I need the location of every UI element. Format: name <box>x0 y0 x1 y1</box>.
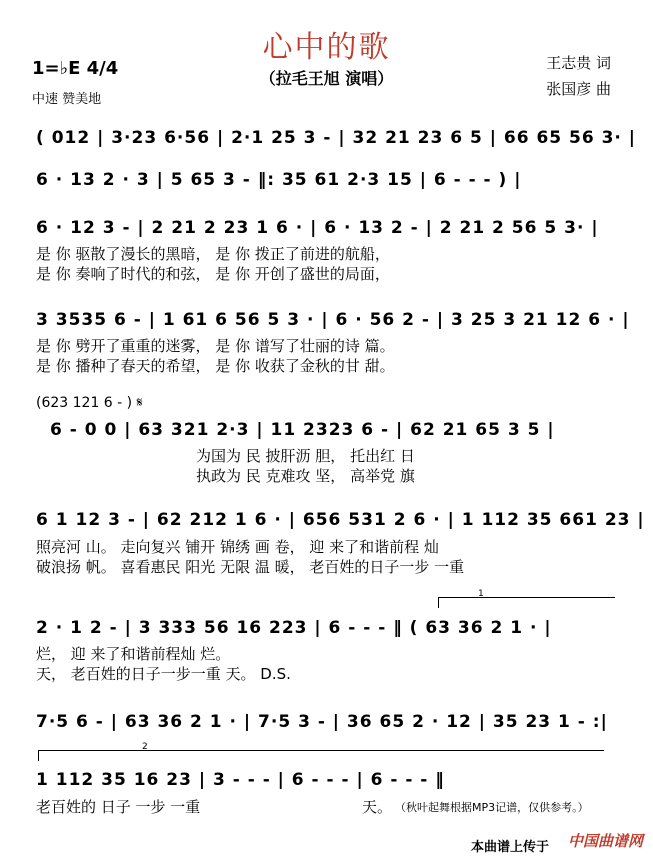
lyrics-line-3-verse-1: 是 你 驱散了漫长的黑暗， 是 你 拨正了前进的航船， <box>36 245 390 263</box>
score-line-8: 7·5 6 - | 63 36 2 1 · | 7·5 3 - | 36 65 2 · 12 | 35 23 1 - :| <box>36 712 608 732</box>
lyrics-line-7-verse-2: 天， 老百姓的日子一步一重 天。 D.S. <box>36 665 291 683</box>
score-line-3: 6 · 12 3 - | 2 21 2 23 1 6 · | 6 · 13 2 - | 2 21 2 56 5 3· | <box>36 218 599 238</box>
score-line-2: 6 · 13 2 · 3 | 5 65 3 - ‖: 35 61 2·3 15 | 6 - - - ) | <box>36 170 522 190</box>
key-signature: 1=♭E 4/4 <box>32 58 119 79</box>
score-line-6: 6 1 12 3 - | 62 212 1 6 · | 656 531 2 6 · | 1 112 35 661 23 | <box>36 510 645 530</box>
lyrics-line-9: 老百姓的 日子 一步 一重 <box>36 798 201 816</box>
composer-credit: 张国彦 曲 <box>546 80 611 98</box>
volta-number-2: 2 <box>142 742 148 752</box>
lyrics-line-5-verse-1: 为国为 民 披肝沥 胆， 托出红 日 <box>196 447 415 465</box>
volta-bracket-2 <box>38 750 604 761</box>
lyrics-line-4-verse-2: 是 你 播种了春天的希望， 是 你 收获了金秋的甘 甜。 <box>36 357 395 375</box>
lyricist-credit: 王志贵 词 <box>546 54 611 72</box>
volta-bracket-1 <box>438 597 615 608</box>
site-logo[interactable]: 中国曲谱网 <box>567 832 643 850</box>
lyrics-line-3-verse-2: 是 你 奏响了时代的和弦， 是 你 开创了盛世的局面， <box>36 265 390 283</box>
score-line-4: 3 3535 6 - | 1 61 6 56 5 3 · | 6 · 56 2 - | 3 25 3 21 12 6 · | <box>36 310 630 330</box>
score-line-5-prelude: (623 121 6 - ) 𝄋 <box>36 395 143 411</box>
lyrics-line-9-end: 天。 <box>362 798 393 816</box>
score-line-1: ( 012 | 3·23 6·56 | 2·1 25 3 - | 32 21 23 6 5 | 66 65 56 3· | <box>36 128 637 148</box>
lyrics-line-4-verse-1: 是 你 劈开了重重的迷雾， 是 你 谱写了壮丽的诗 篇。 <box>36 337 395 355</box>
tempo-marking: 中速 赞美地 <box>32 92 102 107</box>
lyrics-line-7-verse-1: 烂， 迎 来了和谐前程灿 烂。 <box>36 645 231 663</box>
score-line-7: 2 · 1 2 - | 3 333 56 16 223 | 6 - - - ‖ ( 63 36 2 1 · | <box>36 618 552 638</box>
upload-notice: 本曲谱上传于 <box>470 840 549 855</box>
score-line-9: 1 112 35 16 23 | 3 - - - | 6 - - - | 6 - - - ‖ <box>36 770 445 790</box>
transcription-note: （秋叶起舞根据MP3记谱，仅供参考。） <box>395 801 589 814</box>
volta-number-1: 1 <box>478 589 484 599</box>
lyrics-line-5-verse-2: 执政为 民 克难攻 坚， 高举党 旗 <box>196 467 415 485</box>
song-title: 心中的歌 <box>262 30 391 65</box>
lyrics-line-6-verse-2: 破浪扬 帆。 喜看惠民 阳光 无限 温 暖， 老百姓的日子一步 一重 <box>36 558 465 576</box>
performer-subtitle: （拉毛王旭 演唱） <box>259 69 394 88</box>
lyrics-line-6-verse-1: 照亮河 山。 走向复兴 铺开 锦绣 画 卷， 迎 来了和谐前程 灿 <box>36 538 439 556</box>
score-line-5: 6 - 0 0 | 63 321 2·3 | 11 2323 6 - | 62 21 65 3 5 | <box>50 420 555 440</box>
